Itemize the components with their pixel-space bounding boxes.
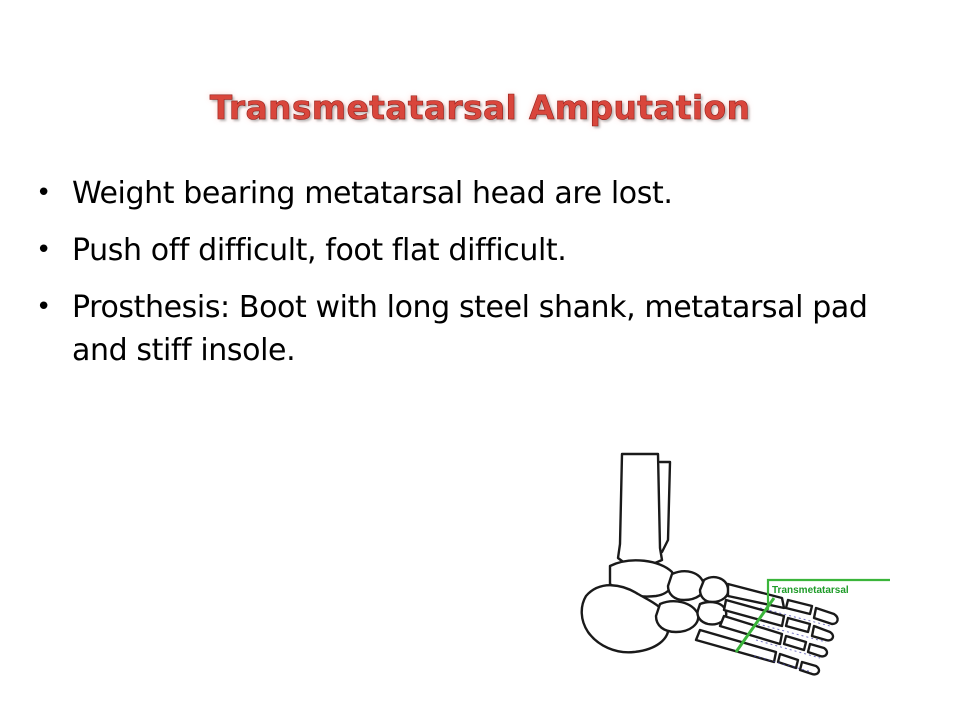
bullet-item [36,229,916,272]
bullet-text: Push off difficult, foot flat difficult. [72,233,567,268]
bullet-icon: • [36,292,51,322]
foot-bones-illustration [560,448,900,710]
bullet-icon: • [36,235,51,265]
bullet-item [36,172,916,215]
bullet-list [36,172,916,386]
bullet-item [36,286,916,372]
bullet-text: Weight bearing metatarsal head are lost. [72,176,673,211]
slide-title: Transmetatarsal Amputation [209,88,751,128]
foot-skeleton-figure [560,448,900,710]
bullet-text: Prosthesis: Boot with long steel shank, metatarsal pad and stiff insole. [72,290,868,368]
transmetatarsal-label: Transmetatarsal [772,585,849,596]
bullet-icon: • [36,178,51,208]
